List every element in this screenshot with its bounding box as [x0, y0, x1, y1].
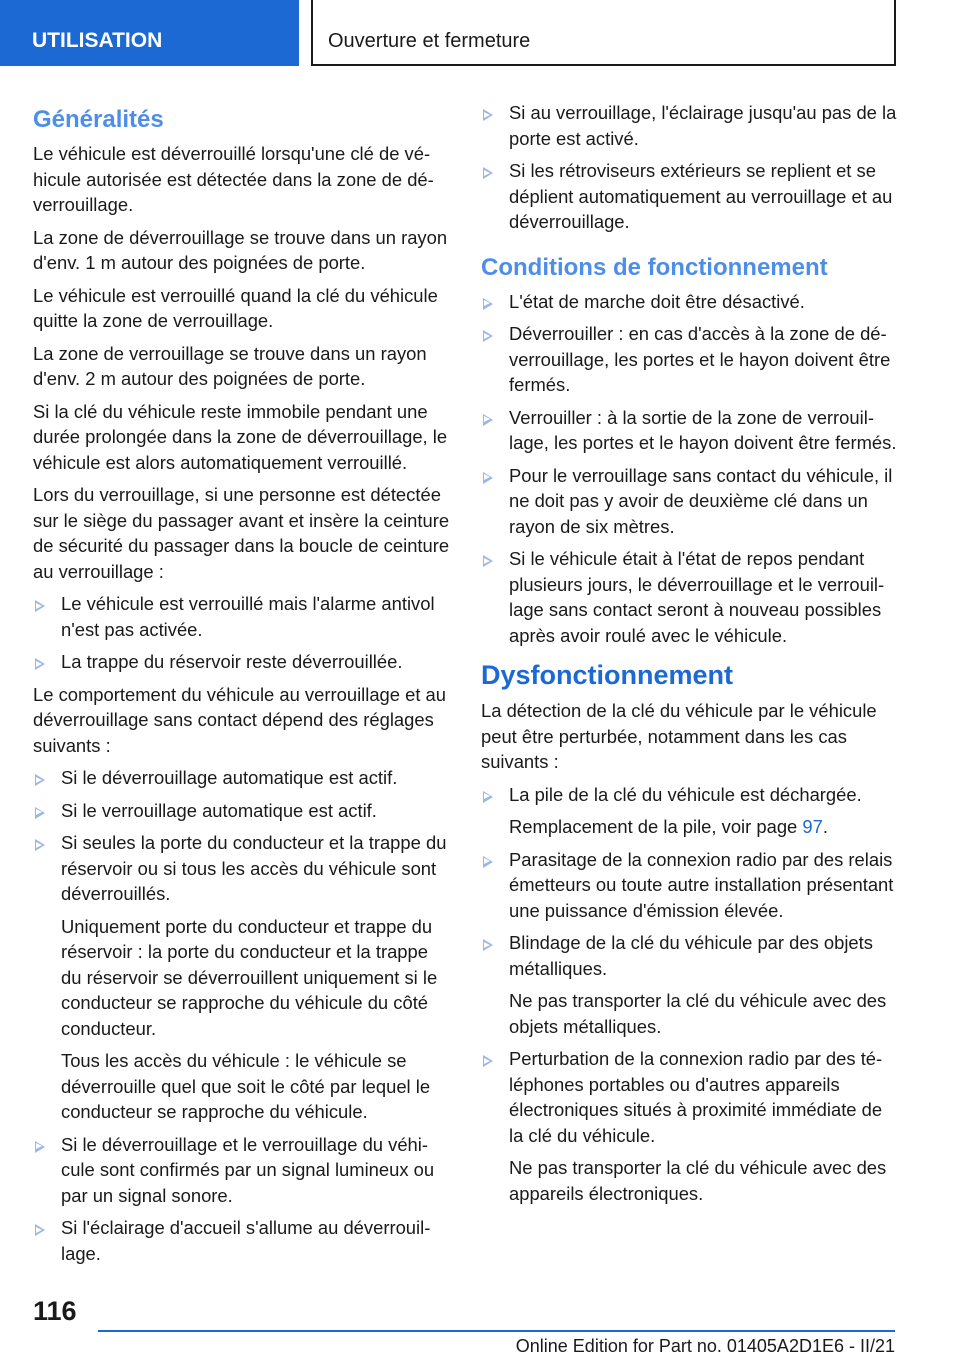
list-item: L'état de marche doit être désactivé. [481, 289, 899, 315]
list-item [481, 782, 899, 840]
list-item: Le véhicule est verrouillé mais l'alarme antivol n'est pas activée. [33, 591, 451, 642]
list-item: Verrouiller : à la sortie de la zone de verrouillage, les portes et le hayon doivent être fermés. [481, 405, 899, 456]
list-item: Si le verrouillage automatique est actif. [33, 798, 451, 824]
paragraph: Lors du verrouillage, si une personne est détectée sur le siège du passager avant et insère la ceinture de sécurité du passager dans la boucle de ceinture au verrouillage : [33, 484, 450, 582]
list-item [481, 1046, 899, 1206]
paragraph: Le véhicule est verrouillé quand la clé du véhicule quitte la zone de verrouillage. [33, 284, 438, 331]
edition-footer: Online Edition for Part no. 01405A2D1E6 - II/21 [515, 1336, 895, 1356]
chapter-title: Ouverture et fermeture [328, 30, 531, 52]
list-item: Parasitage de la connexion radio par des relais émetteurs ou toute autre installation présentant une puissance d'émission élevée. [481, 847, 899, 924]
paragraph: La zone de déverrouillage se trouve dans un rayon d'env. 1 m autour des poignées de porte. [33, 226, 448, 273]
list-item-detail [509, 814, 899, 840]
page-link[interactable]: 97 [802, 816, 823, 837]
chapter-tab [311, 0, 896, 66]
list-item: Si le véhicule était à l'état de repos pendant plusieurs jours, le déverrouillage et le verrouillage sans contact seront à nouveau possibles après avoir roulé avec le véhicule. [481, 546, 899, 648]
list-item-text: Si seules la porte du conducteur et la trappe du réservoir ou si tous les accès du véhicule sont déverrouillés. [61, 832, 447, 904]
list-item: La trappe du réservoir reste déverrouillée. [33, 649, 451, 675]
malfunctions-list [481, 782, 899, 1207]
paragraph: Le comportement du véhicule au verrouillage et au déverrouillage sans contact dépend des réglages suivants : [33, 683, 447, 756]
list-item [481, 930, 899, 1039]
settings-list-continued [481, 100, 899, 235]
page-number: 116 [33, 1296, 77, 1326]
paragraph: La zone de verrouillage se trouve dans un rayon d'env. 2 m autour des poignées de porte. [33, 342, 427, 389]
heading-generalites: Généralités [33, 106, 164, 133]
list-item: Si au verrouillage, l'éclairage jusqu'au pas de la porte est activé. [481, 100, 899, 151]
list-item: Si le déverrouillage et le verrouillage du véhicule sont confirmés par un signal lumineux ou par un signal sonore. [33, 1132, 451, 1209]
footer-divider [98, 1330, 895, 1332]
paragraph: La détection de la clé du véhicule par le véhicule peut être perturbée, notamment dans les cas suivants : [481, 700, 877, 772]
section-title: UTILISATION [32, 29, 163, 52]
list-item-detail: Ne pas transporter la clé du véhicule avec des objets métalliques. [509, 990, 887, 1037]
bullet-list [33, 591, 451, 675]
list-item: Si l'éclairage d'accueil s'allume au déverrouillage. [33, 1215, 451, 1266]
paragraph: Si la clé du véhicule reste immobile pendant une durée prolongée dans la zone de déverrouillage, le véhicule est alors automatiquement verrouillé. [33, 400, 448, 473]
settings-list [33, 765, 451, 1266]
list-item: Déverrouiller : en cas d'accès à la zone de déverrouillage, les portes et le hayon doivent être fermés. [481, 321, 899, 398]
heading-dysfonctionnement: Dysfonctionnement [481, 660, 734, 690]
list-item [33, 830, 451, 1125]
list-item-detail: Tous les accès du véhicule : le véhicule se déverrouille quel que soit le côté par lequel le conducteur se rapproche du véhicule. [61, 1050, 431, 1122]
list-item-detail: Uniquement porte du conducteur et trappe du réservoir : la porte du conducteur et la trappe du réservoir se déverrouillent uniquement si le conducteur se rapproche du véhicule du côté conducteur. [61, 915, 438, 1039]
list-item-text: La pile de la clé du véhicule est déchargée. [509, 783, 862, 805]
paragraph: Le véhicule est déverrouillé lorsqu'une clé de véhicule autorisée est détectée dans la zone de déverrouillage. [33, 143, 434, 215]
section-tab [0, 0, 299, 66]
page-reference-text: Remplacement de la pile, voir page [509, 816, 803, 837]
page-reference-suffix: . [822, 816, 828, 837]
list-item: Pour le verrouillage sans contact du véhicule, il ne doit pas y avoir de deuxième clé dans un rayon de six mètres. [481, 463, 899, 540]
list-item: Si les rétroviseurs extérieurs se replient et se déplient automatiquement au verrouillage et au déverrouillage. [481, 158, 899, 235]
right-column [481, 100, 899, 1213]
conditions-list [481, 289, 899, 649]
list-item: Si le déverrouillage automatique est actif. [33, 765, 451, 791]
list-item-text: Perturbation de la connexion radio par des téléphones portables ou d'autres appareils électroniques situés à proximité immédiate de la clé du véhicule. [509, 1048, 883, 1146]
list-item-text: Blindage de la clé du véhicule par des objets métalliques. [509, 932, 873, 979]
list-item-detail: Ne pas transporter la clé du véhicule avec des appareils électroniques. [509, 1157, 887, 1204]
heading-conditions: Conditions de fonctionnement [481, 253, 828, 281]
left-column [33, 100, 451, 1273]
